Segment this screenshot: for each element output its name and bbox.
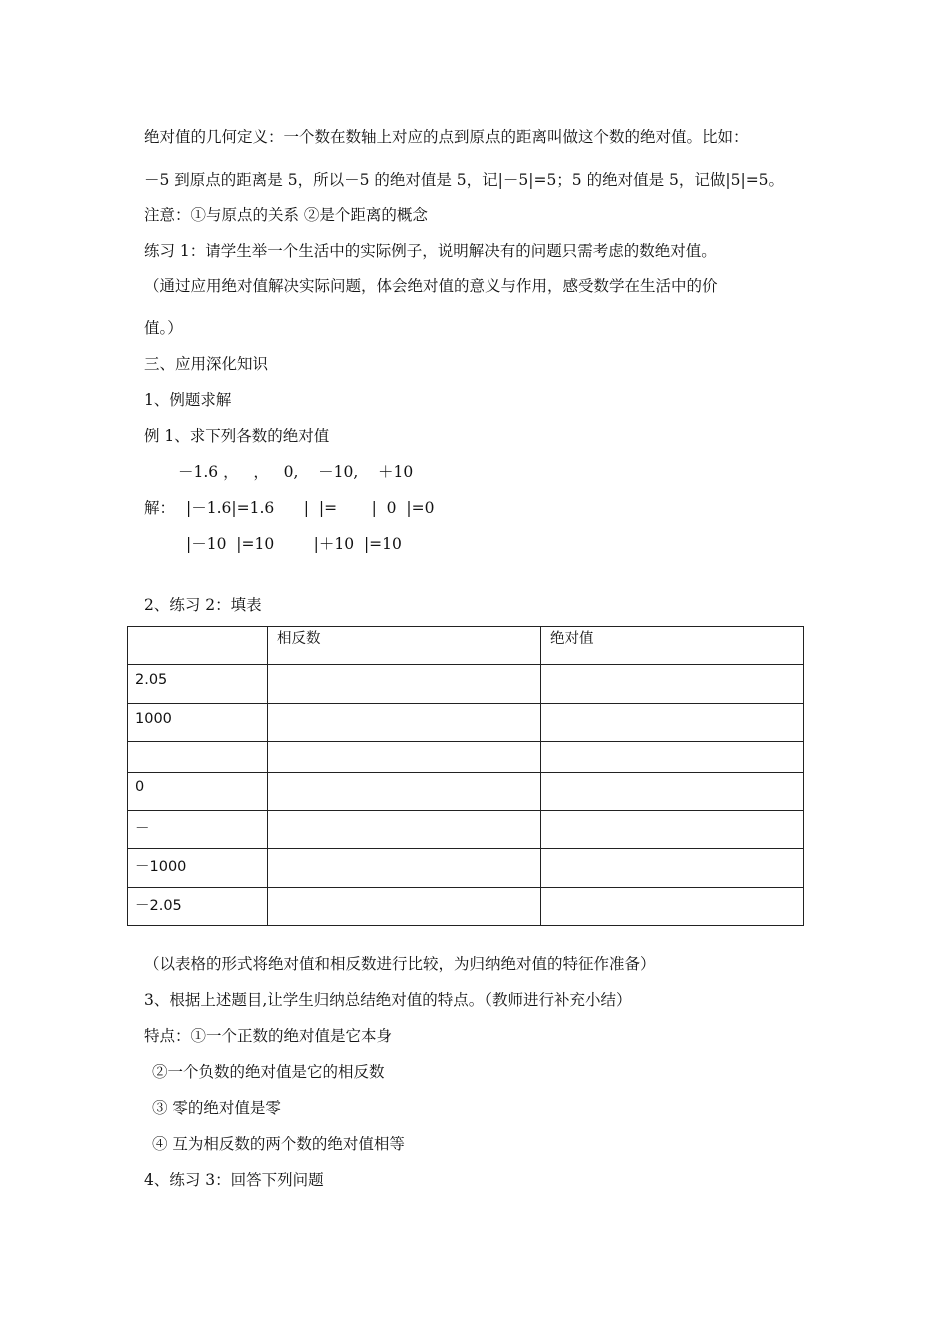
table-cell bbox=[268, 742, 541, 773]
exercise-3-title: 4、练习 3：回答下列问题 bbox=[144, 1171, 324, 1189]
table-cell: 2.05 bbox=[128, 665, 268, 704]
solution-line-1: |－1.6|=1.6 | |= | 0 |=0 bbox=[186, 499, 435, 517]
table-header-cell: 绝对值 bbox=[541, 627, 804, 665]
paragraph-definition: 绝对值的几何定义：一个数在数轴上对应的点到原点的距离叫做这个数的绝对值。比如： bbox=[144, 128, 749, 146]
table-cell bbox=[268, 665, 541, 704]
table-row bbox=[128, 888, 804, 926]
table-cell bbox=[128, 742, 268, 773]
table-cell bbox=[268, 811, 541, 849]
table-row bbox=[128, 742, 804, 773]
table-cell bbox=[541, 849, 804, 888]
table-cell bbox=[268, 849, 541, 888]
table-cell bbox=[541, 665, 804, 704]
table-cell: － bbox=[128, 811, 268, 849]
step-3-summary: 3、根据上述题目,让学生归纳总结绝对值的特点。（教师进行补充小结） bbox=[144, 991, 632, 1009]
table-cell bbox=[541, 773, 804, 811]
table-cell bbox=[268, 704, 541, 742]
example-1-numbers: －1.6 ， ， 0, －10, ＋10 bbox=[178, 463, 414, 481]
section-heading-3: 三、应用深化知识 bbox=[144, 355, 269, 373]
feature-4: ④ 互为相反数的两个数的绝对值相等 bbox=[152, 1135, 405, 1153]
feature-3: ③ 零的绝对值是零 bbox=[152, 1099, 281, 1117]
paragraph-exercise-1: 练习 1：请学生举一个生活中的实际例子，说明解决有的问题只需考虑的数绝对值。 bbox=[144, 242, 717, 260]
table-cell bbox=[541, 811, 804, 849]
solution-label: 解： bbox=[144, 499, 176, 517]
fill-in-table bbox=[127, 626, 804, 926]
feature-1: 特点：①一个正数的绝对值是它本身 bbox=[144, 1027, 393, 1045]
table-header-row bbox=[128, 627, 804, 665]
table-row bbox=[128, 811, 804, 849]
table-row bbox=[128, 849, 804, 888]
paragraph-purpose-end: 值。） bbox=[144, 319, 183, 337]
table-row bbox=[128, 704, 804, 742]
table-cell: 1000 bbox=[128, 704, 268, 742]
table-cell bbox=[541, 704, 804, 742]
table-row bbox=[128, 665, 804, 704]
paragraph-note: 注意：①与原点的关系 ②是个距离的概念 bbox=[144, 206, 428, 224]
table-cell bbox=[268, 888, 541, 926]
table-purpose-note: （以表格的形式将绝对值和相反数进行比较，为归纳绝对值的特征作准备） bbox=[144, 955, 656, 973]
table-cell: 0 bbox=[128, 773, 268, 811]
subheading-example-solve: 1、例题求解 bbox=[144, 391, 232, 409]
feature-2: ②一个负数的绝对值是它的相反数 bbox=[152, 1063, 385, 1081]
table-header-cell bbox=[128, 627, 268, 665]
solution-line-2: |－10 |=10 |＋10 |=10 bbox=[186, 535, 402, 553]
table-header-cell: 相反数 bbox=[268, 627, 541, 665]
exercise-2-title: 2、练习 2：填表 bbox=[144, 596, 262, 614]
paragraph-example: －5 到原点的距离是 5，所以－5 的绝对值是 5，记|－5|=5；5 的绝对值是 5，记做|5|=5。 bbox=[144, 171, 785, 189]
example-1-title: 例 1、求下列各数的绝对值 bbox=[144, 427, 330, 445]
table-cell: －1000 bbox=[128, 849, 268, 888]
table-cell bbox=[268, 773, 541, 811]
table-cell bbox=[541, 742, 804, 773]
paragraph-purpose: （通过应用绝对值解决实际问题，体会绝对值的意义与作用，感受数学在生活中的价 bbox=[144, 277, 718, 295]
table-cell bbox=[541, 888, 804, 926]
table-cell: －2.05 bbox=[128, 888, 268, 926]
table-row bbox=[128, 773, 804, 811]
